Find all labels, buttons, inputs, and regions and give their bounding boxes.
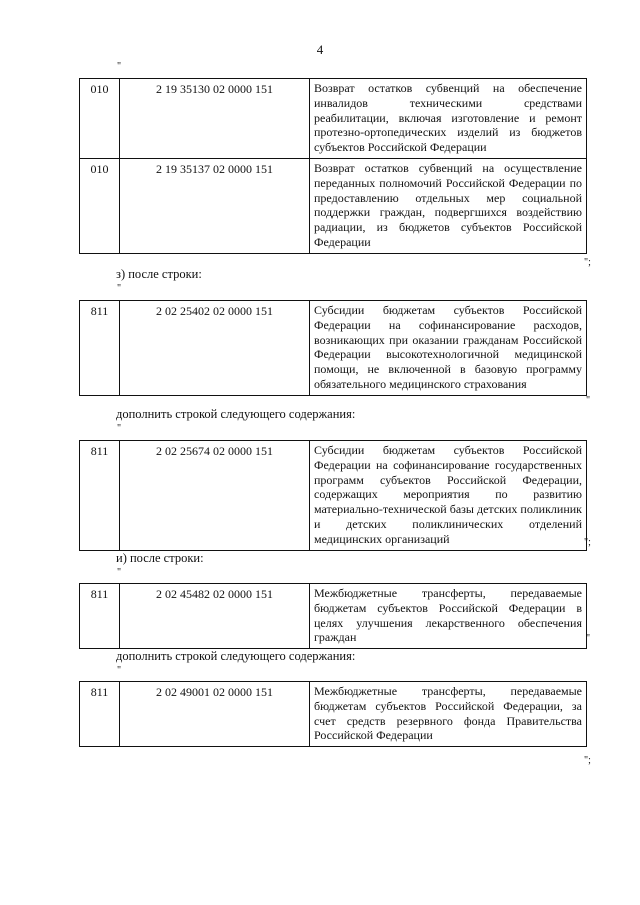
closing-quote: "; — [584, 755, 591, 766]
admin-code-cell: 811 — [80, 301, 120, 396]
description-cell: Субсидии бюджетам субъектов Российской Федерации на софинансирование расходов, возникающих при оказании гражданам Российской Федерации высокотехнологичной медицинской помощи, не включенной в базовую программу обязательного медицинского страхования — [310, 301, 587, 396]
description-cell: Возврат остатков субвенций на осуществление переданных полномочий Российской Федерации по предоставлению отдельных мер социальной поддержки граждан, подвергшихся воздействию радиации, из бюджетов субъектов Российской Федерации — [310, 158, 587, 253]
append-label: дополнить строкой следующего содержания: — [116, 649, 356, 663]
admin-code-cell: 811 — [80, 441, 120, 551]
table-row — [80, 301, 587, 396]
table-block-4 — [79, 583, 587, 649]
admin-code-cell: 010 — [80, 158, 120, 253]
opening-quote: " — [117, 567, 122, 578]
table-row — [80, 682, 587, 747]
opening-quote: " — [117, 665, 122, 676]
description-cell: Межбюджетные трансферты, передаваемые бюджетам субъектов Российской Федерации в целях улучшения лекарственного обеспечения граждан — [310, 584, 587, 649]
page-number: 4 — [316, 42, 324, 57]
section-z-label: з) после строки: — [116, 267, 202, 281]
table-block-1 — [79, 78, 587, 254]
table-row — [80, 79, 587, 159]
closing-quote: "; — [584, 537, 591, 548]
admin-code-cell: 811 — [80, 682, 120, 747]
opening-quote: " — [117, 283, 122, 294]
table-row — [80, 584, 587, 649]
closing-quote: "; — [584, 257, 591, 268]
description-cell: Возврат остатков субвенций на обеспечение инвалидов техническими средствами реабилитации, включая изготовление и ремонт протезно-ортопедических изделий из бюджетов субъектов Российской Федерации — [310, 79, 587, 159]
append-label: дополнить строкой следующего содержания: — [116, 407, 356, 421]
table-block-5 — [79, 681, 587, 747]
opening-quote: " — [117, 423, 122, 434]
admin-code-cell: 811 — [80, 584, 120, 649]
kbk-code-cell: 2 02 25674 02 0000 151 — [120, 441, 310, 551]
table-row — [80, 158, 587, 253]
kbk-code-cell: 2 02 49001 02 0000 151 — [120, 682, 310, 747]
table-block-2 — [79, 300, 587, 396]
table-block-3 — [79, 440, 587, 551]
admin-code-cell: 010 — [80, 79, 120, 159]
kbk-code-cell: 2 02 25402 02 0000 151 — [120, 301, 310, 396]
kbk-code-cell: 2 02 45482 02 0000 151 — [120, 584, 310, 649]
description-cell: Межбюджетные трансферты, передаваемые бюджетам субъектов Российской Федерации, за счет средств резервного фонда Правительства Российской Федерации — [310, 682, 587, 747]
description-cell: Субсидии бюджетам субъектов Российской Федерации на софинансирование государственных программ субъектов Российской Федерации, содержащих мероприятия по развитию материально-технической базы детских поликлиник и детских поликлинических отделений медицинских организаций — [310, 441, 587, 551]
kbk-code-cell: 2 19 35137 02 0000 151 — [120, 158, 310, 253]
section-i-label: и) после строки: — [116, 551, 204, 565]
closing-quote: " — [586, 395, 591, 406]
table-row — [80, 441, 587, 551]
closing-quote: " — [586, 633, 591, 644]
opening-quote: " — [117, 61, 122, 72]
kbk-code-cell: 2 19 35130 02 0000 151 — [120, 79, 310, 159]
